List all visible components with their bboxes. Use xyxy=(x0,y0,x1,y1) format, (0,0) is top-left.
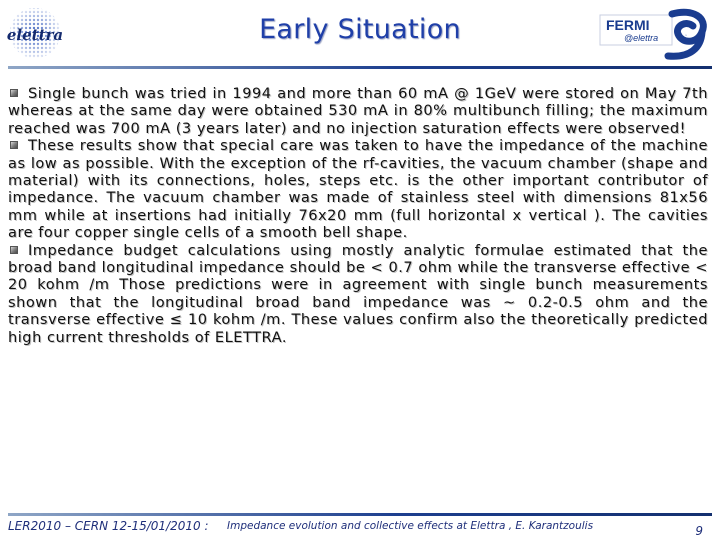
page-title: Early Situation xyxy=(259,14,461,45)
footer-conference: LER2010 – CERN 12-15/01/2010 : xyxy=(8,519,209,533)
fermi-logo-digit: 9 xyxy=(685,35,687,37)
bullet-icon xyxy=(10,89,18,97)
paragraph xyxy=(8,137,708,241)
fermi-logo-sub: @elettra xyxy=(624,33,659,43)
bullet-icon xyxy=(10,246,18,254)
fermi-logo xyxy=(598,8,710,62)
paragraph-text: These results show that special care was taken to have the impedance of the machine as low as possible. With the exception of the rf-cavities, the vacuum chamber (shape and material) with its connections, holes, steps etc. is the other important contributor of impedance. The vacuum chamber was made of stainless steel with dimensions 81x56 mm while at insertions had initially 76x20 mm (full horizontal x vertical ). The cavities are four copper single cells of a smooth bell shape. xyxy=(8,137,708,242)
elettra-logo-text: elettra xyxy=(6,26,64,44)
fermi-logo-brand: FERMI xyxy=(606,17,650,33)
bullet-icon xyxy=(10,141,18,149)
header-divider xyxy=(8,66,712,69)
fermi-logo-mark xyxy=(598,8,710,62)
paragraph xyxy=(8,242,708,346)
paragraph-text: Impedance budget calculations using mostly analytic formulae estimated that the broad band longitudinal impedance should be < 0.7 ohm while the transverse effective < 20 kohm /m Those predictions were in agreement with single bunch measurements shown that the longitudinal broad band impedance was ~ 0.2-0.5 ohm and the transverse effective ≤ 10 kohm /m. These values confirm also the theoretically predicted high current thresholds of ELETTRA. xyxy=(8,241,708,346)
body-text xyxy=(8,85,708,346)
page-number: 9 xyxy=(695,524,703,538)
paragraph xyxy=(8,85,708,137)
footer-description: Impedance evolution and collective effects at Elettra , E. Karantzoulis xyxy=(227,520,594,532)
paragraph-text: Single bunch was tried in 1994 and more than 60 mA @ 1GeV were stored on May 7th whereas at the same day were obtained 530 mA in 80% multibunch filling; the maximum reached was 700 mA (3 years later) and no injection saturation effects were observed! xyxy=(8,85,708,137)
footer-divider xyxy=(8,513,712,516)
